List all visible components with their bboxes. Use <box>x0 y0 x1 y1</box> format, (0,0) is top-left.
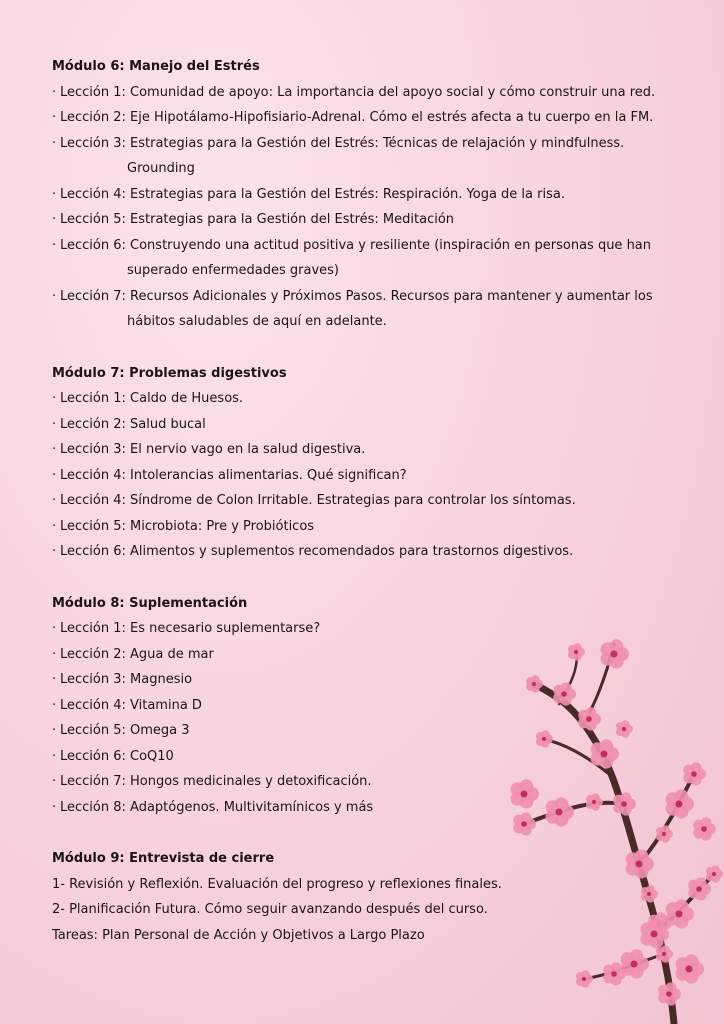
lesson-text: Lección 1: Comunidad de apoyo: La importancia del apoyo social y cómo construir una red. <box>60 84 656 100</box>
bullet-icon: · <box>52 186 57 202</box>
lesson-text: Lección 4: Intolerancias alimentarias. Qué significan? <box>60 467 407 483</box>
lesson-text: Lección 4: Vitamina D <box>60 697 202 713</box>
lesson-text: Lección 5: Estrategias para la Gestión del Estrés: Meditación <box>60 212 455 227</box>
bullet-icon: · <box>52 442 57 457</box>
lesson-text: Grounding <box>127 161 195 176</box>
blossom-icon <box>676 954 704 983</box>
bullet-icon: · <box>52 135 57 151</box>
lesson-item <box>52 131 692 157</box>
blossom-icon <box>576 970 593 988</box>
lesson-text: Lección 8: Adaptógenos. Multivitamínicos y más <box>60 799 374 815</box>
bullet-icon: · <box>52 416 57 432</box>
lesson-item <box>52 207 692 233</box>
blossom-icon <box>683 762 706 785</box>
lesson-item <box>52 437 692 463</box>
blossom-icon <box>616 720 633 738</box>
blossom-icon <box>513 812 536 835</box>
blossom-icon <box>706 865 723 883</box>
blossom-icon <box>553 682 576 705</box>
lesson-text: Lección 2: Salud bucal <box>60 416 206 432</box>
cherry-blossom-branch-icon <box>464 634 724 1024</box>
lesson-text: Lección 3: Magnesio <box>60 672 193 687</box>
bullet-icon: · <box>52 544 57 559</box>
bullet-icon: · <box>52 493 57 508</box>
blossom-icon <box>693 817 716 840</box>
lesson-continuation <box>52 309 692 335</box>
lesson-item <box>52 233 692 259</box>
lesson-item <box>52 80 692 106</box>
blossom-icon <box>546 797 574 826</box>
lesson-text: hábitos saludables de aquí en adelante. <box>127 314 387 329</box>
lesson-text: 1- Revisión y Reflexión. Evaluación del progreso y reflexiones finales. <box>52 876 502 892</box>
lesson-item <box>52 488 692 514</box>
bullet-icon: · <box>52 621 57 636</box>
blossom-icon <box>578 707 601 730</box>
blossom-icon <box>656 945 673 963</box>
bullet-icon: · <box>52 799 57 815</box>
bullet-icon: · <box>52 84 57 100</box>
lesson-text: Lección 6: Alimentos y suplementos recomendados para trastornos digestivos. <box>60 544 574 559</box>
lesson-text: Lección 4: Estrategias para la Gestión del Estrés: Respiración. Yoga de la risa. <box>60 186 565 202</box>
blossom-icon <box>666 789 694 818</box>
blossom-icon <box>586 793 603 811</box>
blossom-icon <box>591 739 619 768</box>
module-title: Módulo 7: Problemas digestivos <box>52 365 287 381</box>
blossom-icon <box>536 730 553 748</box>
lesson-text: Lección 6: Construyendo una actitud positiva y resiliente (inspiración en personas que han <box>60 237 652 253</box>
bullet-icon: · <box>52 467 57 483</box>
module-section <box>52 54 692 335</box>
bullet-icon: · <box>52 212 57 227</box>
lesson-text: superado enfermedades graves) <box>127 263 339 278</box>
lesson-continuation <box>52 258 692 284</box>
blossom-icon <box>626 849 654 878</box>
module-title: Módulo 9: Entrevista de cierre <box>52 851 275 866</box>
blossom-icon <box>613 792 636 815</box>
lesson-item <box>52 182 692 208</box>
blossom-icon <box>656 825 673 843</box>
module-title: Módulo 6: Manejo del Estrés <box>52 59 260 74</box>
lesson-text: Lección 1: Es necesario suplementarse? <box>60 621 321 636</box>
lesson-text: Lección 3: Estrategias para la Gestión del Estrés: Técnicas de relajación y mindfulness. <box>60 135 625 151</box>
bullet-icon: · <box>52 391 57 406</box>
lesson-text: Lección 7: Hongos medicinales y detoxificación. <box>60 774 372 789</box>
lesson-text: 2- Planificación Futura. Cómo seguir avanzando después del curso. <box>52 902 488 917</box>
bullet-icon: · <box>52 672 57 687</box>
lesson-item <box>52 539 692 565</box>
lesson-text: Lección 6: CoQ10 <box>60 748 174 764</box>
module-title: Módulo 8: Suplementación <box>52 595 248 611</box>
module-section <box>52 361 692 565</box>
bullet-icon: · <box>52 774 57 789</box>
bullet-icon: · <box>52 518 57 534</box>
lesson-text: Lección 5: Omega 3 <box>60 723 190 738</box>
lesson-text: Lección 7: Recursos Adicionales y Próximos Pasos. Recursos para mantener y aumentar los <box>60 288 653 304</box>
bullet-icon: · <box>52 237 57 253</box>
blossom-icon <box>568 643 585 661</box>
blossom-icon <box>641 885 658 903</box>
lesson-text: Lección 4: Síndrome de Colon Irritable. Estrategias para controlar los síntomas. <box>60 493 576 508</box>
blossom-icon <box>666 899 694 928</box>
bullet-icon: · <box>52 646 57 662</box>
lesson-item <box>52 412 692 438</box>
lesson-text: Lección 5: Microbiota: Pre y Probióticos <box>60 518 315 534</box>
lesson-text: Lección 2: Agua de mar <box>60 646 214 662</box>
blossom-icon <box>621 949 649 978</box>
lesson-item <box>52 284 692 310</box>
lesson-item <box>52 514 692 540</box>
lesson-text: Lección 3: El nervio vago en la salud digestiva. <box>60 442 366 457</box>
lesson-item <box>52 386 692 412</box>
bullet-icon: · <box>52 723 57 738</box>
lesson-item <box>52 463 692 489</box>
lesson-text: Lección 2: Eje Hipotálamo-Hipofisiario-Adrenal. Cómo el estrés afecta a tu cuerpo en la FM. <box>60 110 654 125</box>
bullet-icon: · <box>52 110 57 125</box>
blossom-icon <box>658 982 681 1005</box>
lesson-item <box>52 105 692 131</box>
bullet-icon: · <box>52 697 57 713</box>
lesson-text: Tareas: Plan Personal de Acción y Objetivos a Largo Plazo <box>52 927 425 943</box>
lesson-continuation <box>52 156 692 182</box>
blossom-icon <box>511 779 539 808</box>
bullet-icon: · <box>52 748 57 764</box>
lesson-text: Lección 1: Caldo de Huesos. <box>60 391 244 406</box>
blossom-icon <box>601 639 629 668</box>
bullet-icon: · <box>52 288 57 304</box>
